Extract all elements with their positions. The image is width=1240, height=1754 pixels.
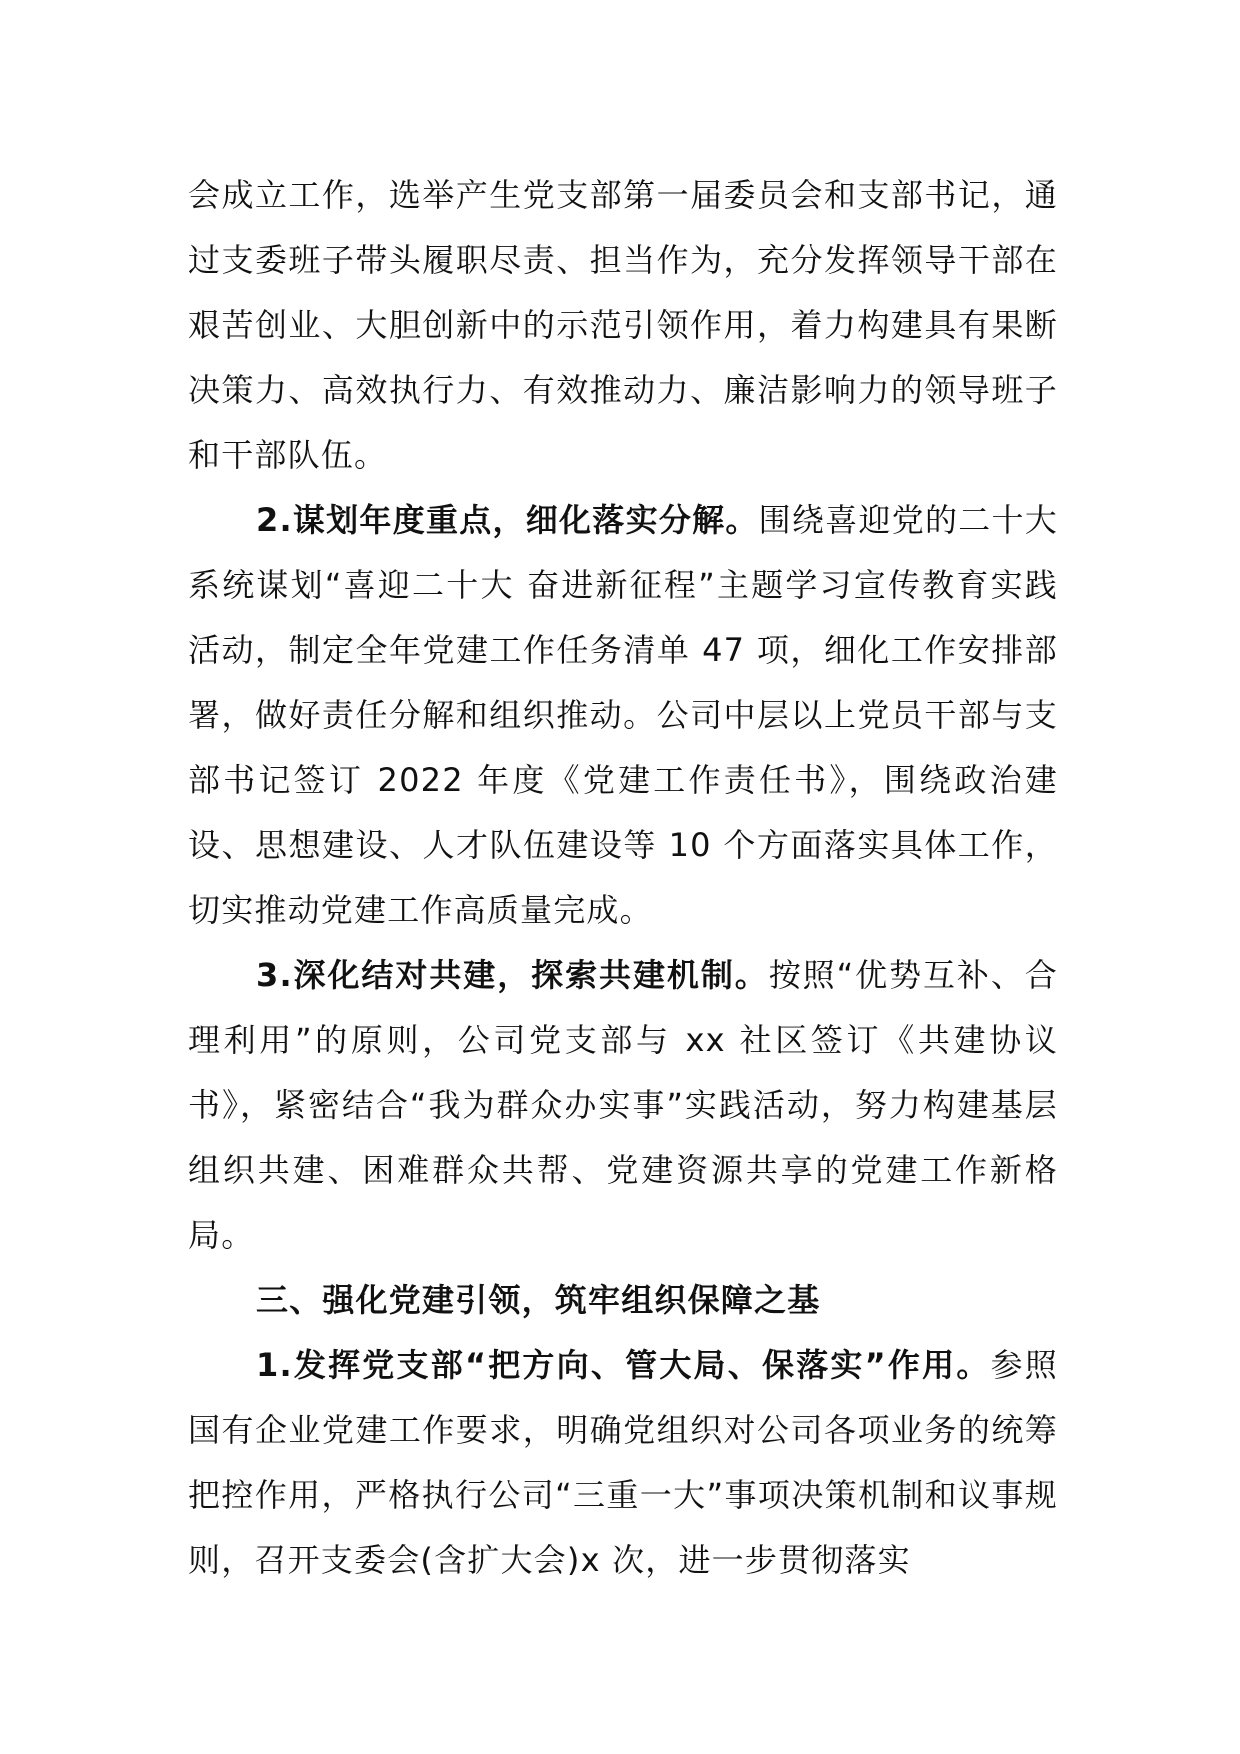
paragraph-continued bbox=[188, 163, 1058, 488]
paragraph-text: 会成立工作，选举产生党支部第一届委员会和支部书记，通过支委班子带头履职尽责、担当作为，充分发挥领导干部在艰苦创业、大胆创新中的示范引领作用，着力构建具有果断决策力、高效执行力、有效推动力、廉洁影响力的领导班子和干部队伍。 bbox=[188, 176, 1058, 474]
paragraph-party-role bbox=[188, 1333, 1058, 1593]
paragraph-text: 参照国有企业党建工作要求，明确党组织对公司各项业务的统筹把控作用，严格执行公司“三重一大”事项决策机制和议事规则，召开支委会(含扩大会)x 次，进一步贯彻落实 bbox=[188, 1346, 1059, 1579]
paragraph-lead: 1.发挥党支部“把方向、管大局、保落实”作用。 bbox=[256, 1346, 991, 1384]
paragraph-text: 围绕喜迎党的二十大系统谋划“喜迎二十大 奋进新征程”主题学习宣传教育实践活动，制定全年党建工作任务清单 47 项，细化工作安排部署，做好责任分解和组织推动。公司中层以上党员干部与支部书记签订 2022 年度《党建工作责任书》，围绕政治建设、思想建设、人才队伍建设等 10 个方面落实具体工作，切实推动党建工作高质量完成。 bbox=[188, 501, 1059, 929]
paragraph-joint-building bbox=[188, 943, 1058, 1268]
paragraph-lead: 3.深化结对共建，探索共建机制。 bbox=[256, 956, 769, 994]
paragraph-lead: 2.谋划年度重点，细化落实分解。 bbox=[256, 501, 759, 539]
paragraph-text: 按照“优势互补、合理利用”的原则，公司党支部与 xx 社区签订《共建协议书》，紧密结合“我为群众办实事”实践活动，努力构建基层组织共建、困难群众共帮、党建资源共享的党建工作新格局。 bbox=[188, 956, 1058, 1254]
section-heading: 三、强化党建引领，筑牢组织保障之基 bbox=[256, 1281, 821, 1319]
document-body bbox=[188, 163, 1058, 1593]
paragraph-annual-plan bbox=[188, 488, 1058, 943]
